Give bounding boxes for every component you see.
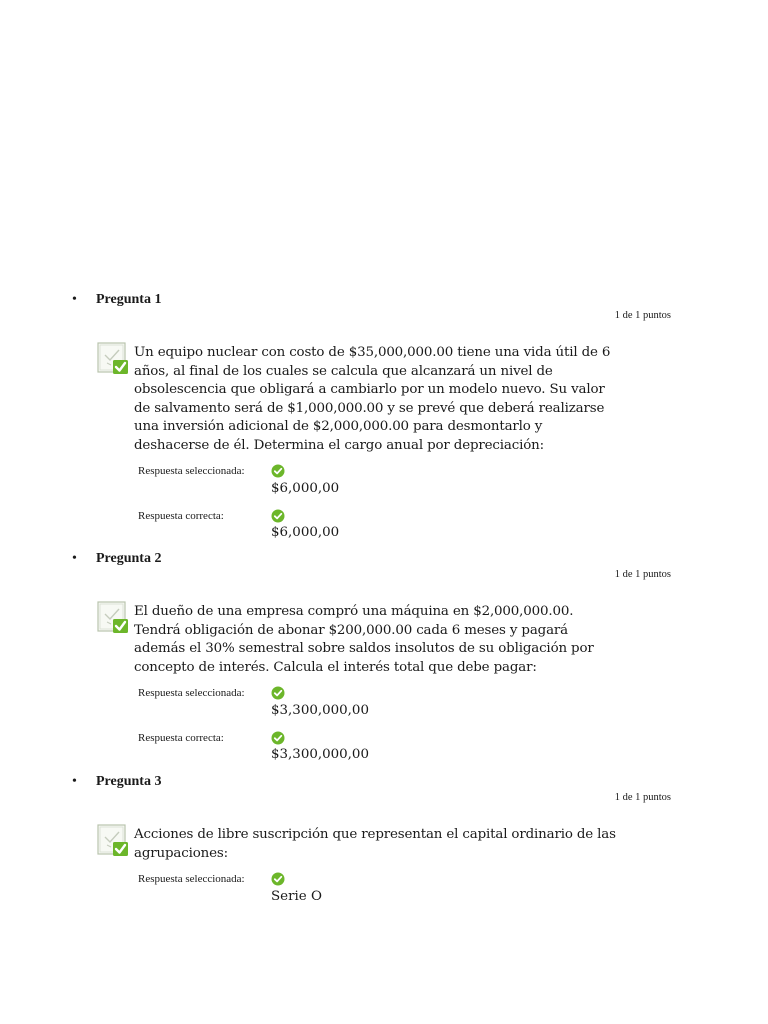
- question-text-line: Tendrá obligación de abonar $200,000.00 cada 6 meses y pagará: [134, 622, 568, 638]
- selected-answer-value: $6,000,00: [271, 481, 340, 496]
- question-points: 1 de 1 puntos: [614, 310, 671, 321]
- check-circle-icon: [271, 872, 285, 886]
- question-text: [134, 603, 654, 677]
- selected-answer-label: Respuesta seleccionada:: [138, 873, 245, 885]
- question-correct-icon: [97, 601, 130, 634]
- question-points: 1 de 1 puntos: [614, 792, 671, 803]
- check-circle-icon: [271, 464, 285, 478]
- question-text-line: Acciones de libre suscripción que representan el capital ordinario de las: [134, 827, 616, 842]
- check-circle-icon: [271, 731, 285, 745]
- selected-answer-label: Respuesta seleccionada:: [138, 465, 245, 477]
- check-circle-icon: [271, 686, 285, 700]
- selected-answer-value: Serie O: [271, 889, 322, 904]
- question-text-line: además el 30% semestral sobre saldos insolutos de su obligación por: [134, 641, 594, 656]
- question-text-line: agrupaciones:: [134, 845, 228, 861]
- question-text-line: El dueño de una empresa compró una máquina en $2,000,000.00.: [134, 604, 574, 619]
- correct-answer-value: $3,300,000,00: [271, 747, 369, 762]
- question-text: [134, 826, 654, 863]
- question-title: Pregunta 3: [96, 774, 162, 789]
- correct-answer-label: Respuesta correcta:: [138, 732, 224, 744]
- question-bullet: •: [72, 551, 77, 566]
- question-points: 1 de 1 puntos: [614, 569, 671, 580]
- question-text: [134, 344, 654, 455]
- selected-answer-value: $3,300,000,00: [271, 703, 369, 718]
- correct-answer-label: Respuesta correcta:: [138, 510, 224, 522]
- question-correct-icon: [97, 824, 130, 857]
- question-title: Pregunta 2: [96, 551, 162, 566]
- question-text-line: concepto de interés. Calcula el interés total que debe pagar:: [134, 659, 537, 675]
- question-bullet: •: [72, 774, 77, 789]
- question-text-line: Un equipo nuclear con costo de $35,000,000.00 tiene una vida útil de 6: [134, 345, 611, 360]
- question-title: Pregunta 1: [96, 292, 162, 307]
- question-text-line: años, al final de los cuales se calcula que alcanzará un nivel de: [134, 363, 553, 379]
- selected-answer-label: Respuesta seleccionada:: [138, 687, 245, 699]
- question-text-line: deshacerse de él. Determina el cargo anual por depreciación:: [134, 437, 544, 453]
- question-text-line: de salvamento será de $1,000,000.00 y se prevé que deberá realizarse: [134, 400, 605, 416]
- question-bullet: •: [72, 292, 77, 307]
- question-text-line: obsolescencia que obligará a cambiarlo por un modelo nuevo. Su valor: [134, 382, 605, 397]
- question-text-line: una inversión adicional de $2,000,000.00 para desmontarlo y: [134, 419, 543, 434]
- question-correct-icon: [97, 342, 130, 375]
- check-circle-icon: [271, 509, 285, 523]
- correct-answer-value: $6,000,00: [271, 525, 340, 540]
